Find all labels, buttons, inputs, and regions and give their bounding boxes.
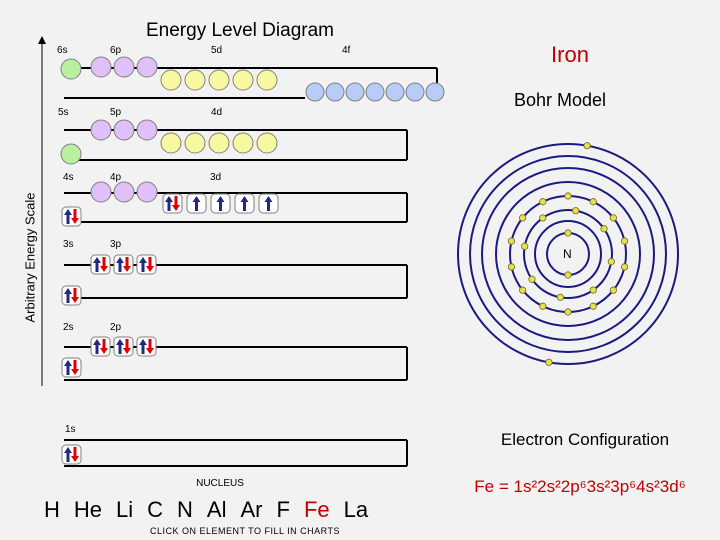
electron-shell-3: [610, 287, 616, 293]
orbital-3p-1-filled: [91, 255, 110, 274]
orbital-3d-4-filled: [235, 194, 254, 213]
orbital-5d-2: [185, 70, 205, 90]
orbital-2p-2-filled: [114, 337, 133, 356]
label-1s: 1s: [65, 424, 76, 435]
electron-configuration-formula: Fe = 1s²2s²2p⁶3s²3p⁶4s²3d⁶: [474, 477, 686, 496]
electron-shell-1: [565, 272, 571, 278]
orbital-4d-4: [233, 133, 253, 153]
orbital-4f-7: [426, 83, 444, 101]
nucleus-label: N: [563, 247, 572, 261]
orbital-4d-2: [185, 133, 205, 153]
label-6s: 6s: [57, 45, 68, 56]
orbital-2s-filled: [62, 358, 81, 377]
orbital-5p-2: [114, 120, 134, 140]
element-button-he[interactable]: He: [73, 497, 103, 522]
electron-shell-3: [621, 238, 627, 244]
electron-shell-3: [621, 264, 627, 270]
instruction-hint: CLICK ON ELEMENT TO FILL IN CHARTS: [149, 526, 341, 536]
orbital-3s-filled: [62, 286, 81, 305]
label-3s: 3s: [63, 239, 74, 250]
label-3p: 3p: [110, 239, 122, 250]
electron-shell-4: [584, 142, 590, 148]
label-4d: 4d: [211, 107, 223, 118]
electron-shell-3: [565, 309, 571, 315]
orbital-2p-1-filled: [91, 337, 110, 356]
electron-shell-2: [608, 258, 614, 264]
label-4f: 4f: [342, 45, 351, 56]
element-button-la[interactable]: La: [343, 497, 369, 522]
orbital-3d-3-filled: [211, 194, 230, 213]
element-name: Iron: [551, 42, 589, 67]
electron-shell-2: [601, 226, 607, 232]
electron-shell-3: [519, 287, 525, 293]
label-3d: 3d: [210, 172, 222, 183]
element-button-f[interactable]: F: [276, 497, 290, 522]
electron-shell-2: [572, 207, 578, 213]
electron-configuration-title: Electron Configuration: [500, 430, 670, 449]
orbital-4f-1: [306, 83, 324, 101]
orbital-4p-2: [114, 182, 134, 202]
element-button-al[interactable]: Al: [206, 497, 227, 522]
element-button-li[interactable]: Li: [116, 497, 134, 522]
orbital-4s-filled: [62, 207, 81, 226]
electron-shell-3: [590, 303, 596, 309]
orbital-4f-5: [386, 83, 404, 101]
electron-shell-3: [508, 238, 514, 244]
orbital-4f-6: [406, 83, 424, 101]
bohr-model-title: Bohr Model: [513, 90, 607, 110]
level-1-lines: [64, 440, 407, 466]
orbital-5s: [61, 144, 81, 164]
label-2p: 2p: [110, 322, 122, 333]
electron-shell-3: [610, 215, 616, 221]
label-4s: 4s: [63, 172, 74, 183]
label-5p: 5p: [110, 107, 122, 118]
electron-shell-3: [590, 199, 596, 205]
y-axis-arrowhead: [38, 36, 46, 44]
electron-shell-3: [540, 303, 546, 309]
orbital-5d-5: [257, 70, 277, 90]
electron-shell-3: [519, 215, 525, 221]
orbital-5p-3: [137, 120, 157, 140]
label-5s: 5s: [58, 107, 69, 118]
orbital-5d-4: [233, 70, 253, 90]
electron-shell-2: [521, 243, 527, 249]
orbital-3d-5-filled: [259, 194, 278, 213]
electron-shell-2: [529, 276, 535, 282]
orbital-4f-4: [366, 83, 384, 101]
electron-shell-3: [565, 193, 571, 199]
electron-shell-2: [557, 294, 563, 300]
orbital-6p-2: [114, 57, 134, 77]
orbital-3p-3-filled: [137, 255, 156, 274]
element-button-fe[interactable]: Fe: [303, 497, 330, 522]
electron-shell-3: [508, 264, 514, 270]
orbital-5d-3: [209, 70, 229, 90]
electron-shell-4: [546, 359, 552, 365]
electron-shell-2: [590, 287, 596, 293]
electron-shell-3: [540, 199, 546, 205]
label-2s: 2s: [63, 322, 74, 333]
electron-shell-1: [565, 230, 571, 236]
orbital-4f-3: [346, 83, 364, 101]
orbital-4d-3: [209, 133, 229, 153]
label-6p: 6p: [110, 45, 122, 56]
orbital-4p-3: [137, 182, 157, 202]
orbital-3d-1-filled: [163, 194, 182, 213]
orbital-4f-2: [326, 83, 344, 101]
element-button-c[interactable]: C: [147, 497, 164, 522]
element-button-n[interactable]: N: [177, 497, 193, 522]
y-axis-label: Arbitrary Energy Scale: [22, 192, 38, 323]
orbital-2p-3-filled: [137, 337, 156, 356]
electron-shell-2: [540, 215, 546, 221]
label-4p: 4p: [110, 172, 122, 183]
element-selector: [44, 497, 382, 523]
label-5d: 5d: [211, 45, 223, 56]
orbital-1s-filled: [62, 445, 81, 464]
element-button-ar[interactable]: Ar: [240, 497, 263, 522]
orbital-3d-2-filled: [187, 194, 206, 213]
element-button-h[interactable]: H: [44, 497, 60, 522]
orbital-4p-1: [91, 182, 111, 202]
orbital-6p-1: [91, 57, 111, 77]
filled-orbitals: [62, 194, 278, 464]
diagram-title: Energy Level Diagram: [146, 20, 334, 41]
orbital-4d-1: [161, 133, 181, 153]
orbital-3p-2-filled: [114, 255, 133, 274]
nucleus-caption: NUCLEUS: [196, 478, 244, 489]
orbital-6p-3: [137, 57, 157, 77]
orbital-6s: [61, 59, 81, 79]
orbital-5d-1: [161, 70, 181, 90]
orbital-4d-5: [257, 133, 277, 153]
orbital-5p-1: [91, 120, 111, 140]
